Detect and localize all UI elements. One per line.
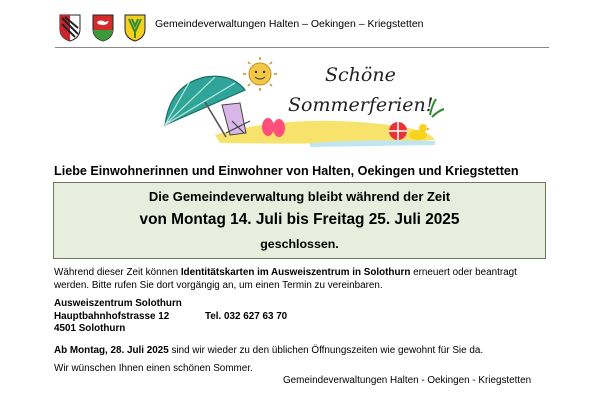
paragraph-text: Während dieser Zeit können: [54, 267, 181, 278]
signature: Gemeindeverwaltungen Halten - Oekingen - Kriegstetten: [283, 375, 532, 386]
reopen-notice: [54, 345, 483, 356]
deck-chair-icon: [222, 103, 250, 135]
notice-line-3: geschlossen.: [260, 237, 339, 251]
header-divider: [55, 47, 549, 48]
oekingen-crest-icon: [92, 14, 114, 42]
address-name: Ausweiszentrum Solothurn: [54, 298, 182, 309]
reopen-date: Ab Montag, 28. Juli 2025: [54, 345, 169, 356]
paragraph-text-end: erneuert oder beantragt werden. Bitte rufen Sie dort vorgängig an, um einen Termin zu vereinbaren.: [54, 267, 517, 291]
address-phone: Tel. 032 627 63 70: [205, 311, 288, 322]
summer-illustration: [160, 55, 450, 160]
header-title: Gemeindeverwaltungen Halten – Oekingen – Kriegstetten: [155, 18, 424, 30]
address-street: Hauptbahnhofstrasse 12: [54, 311, 170, 322]
paragraph-bold-center: im Ausweiszentrum in Solothurn: [257, 267, 411, 278]
summer-wish: Wir wünschen Ihnen einen schönen Sommer.: [54, 363, 253, 374]
greeting-heading: Liebe Einwohnerinnen und Einwohner von Halten, Oekingen und Kriegstetten: [54, 164, 519, 178]
reopen-text: sind wir wieder zu den üblichen Öffnungszeiten wie gewohnt für Sie da.: [168, 345, 484, 356]
closure-notice-box: [53, 182, 546, 259]
notice-dates: von Montag 14. Juli bis Freitag 25. Juli 2025: [139, 211, 460, 228]
paragraph-bold-id: Identitätskarten: [180, 267, 255, 278]
id-card-paragraph: [54, 266, 554, 292]
halten-crest-icon: [59, 14, 81, 42]
kriegstetten-crest-icon: [124, 14, 146, 42]
notice-line-1: Die Gemeindeverwaltung bleibt während der Zeit: [148, 189, 451, 204]
illustration-title-line2: Sommerferien!: [288, 94, 434, 116]
beach-ball-icon: [389, 122, 407, 140]
address-city: 4501 Solothurn: [54, 323, 126, 334]
illustration-title-line1: Schöne: [325, 64, 396, 86]
sun-icon: [243, 57, 277, 91]
